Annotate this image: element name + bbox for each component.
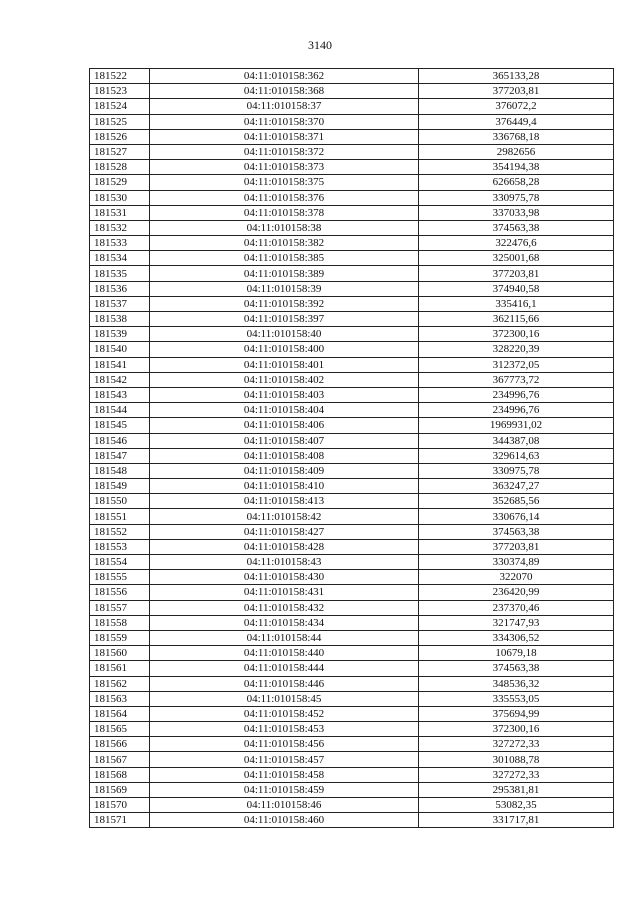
table-row bbox=[90, 190, 614, 205]
table-row bbox=[90, 706, 614, 721]
row-number-cell: 181541 bbox=[90, 357, 150, 372]
value-cell: 325001,68 bbox=[419, 251, 614, 266]
row-number-cell: 181561 bbox=[90, 661, 150, 676]
value-cell: 363247,27 bbox=[419, 479, 614, 494]
cadastral-number-cell: 04:11:010158:408 bbox=[150, 448, 419, 463]
value-cell: 335553,05 bbox=[419, 691, 614, 706]
table-row bbox=[90, 433, 614, 448]
row-number-cell: 181560 bbox=[90, 646, 150, 661]
row-number-cell: 181568 bbox=[90, 767, 150, 782]
row-number-cell: 181545 bbox=[90, 418, 150, 433]
value-cell: 354194,38 bbox=[419, 160, 614, 175]
table-row bbox=[90, 767, 614, 782]
cadastral-number-cell: 04:11:010158:389 bbox=[150, 266, 419, 281]
value-cell: 377203,81 bbox=[419, 539, 614, 554]
value-cell: 301088,78 bbox=[419, 752, 614, 767]
value-cell: 377203,81 bbox=[419, 84, 614, 99]
registry-table bbox=[89, 68, 614, 828]
value-cell: 10679,18 bbox=[419, 646, 614, 661]
value-cell: 234996,76 bbox=[419, 387, 614, 402]
row-number-cell: 181535 bbox=[90, 266, 150, 281]
row-number-cell: 181565 bbox=[90, 722, 150, 737]
cadastral-number-cell: 04:11:010158:440 bbox=[150, 646, 419, 661]
table-row bbox=[90, 129, 614, 144]
value-cell: 374563,38 bbox=[419, 524, 614, 539]
value-cell: 336768,18 bbox=[419, 129, 614, 144]
table-row bbox=[90, 357, 614, 372]
value-cell: 372300,16 bbox=[419, 327, 614, 342]
value-cell: 352685,56 bbox=[419, 494, 614, 509]
table-row bbox=[90, 296, 614, 311]
table-row bbox=[90, 69, 614, 84]
row-number-cell: 181525 bbox=[90, 114, 150, 129]
cadastral-number-cell: 04:11:010158:446 bbox=[150, 676, 419, 691]
row-number-cell: 181553 bbox=[90, 539, 150, 554]
value-cell: 330374,89 bbox=[419, 555, 614, 570]
row-number-cell: 181559 bbox=[90, 630, 150, 645]
table-row bbox=[90, 570, 614, 585]
cadastral-number-cell: 04:11:010158:457 bbox=[150, 752, 419, 767]
cadastral-number-cell: 04:11:010158:402 bbox=[150, 372, 419, 387]
value-cell: 375694,99 bbox=[419, 706, 614, 721]
value-cell: 322476,6 bbox=[419, 236, 614, 251]
cadastral-number-cell: 04:11:010158:362 bbox=[150, 69, 419, 84]
value-cell: 53082,35 bbox=[419, 798, 614, 813]
row-number-cell: 181529 bbox=[90, 175, 150, 190]
row-number-cell: 181549 bbox=[90, 479, 150, 494]
cadastral-number-cell: 04:11:010158:434 bbox=[150, 615, 419, 630]
cadastral-number-cell: 04:11:010158:378 bbox=[150, 205, 419, 220]
value-cell: 362115,66 bbox=[419, 312, 614, 327]
row-number-cell: 181527 bbox=[90, 144, 150, 159]
cadastral-number-cell: 04:11:010158:45 bbox=[150, 691, 419, 706]
row-number-cell: 181558 bbox=[90, 615, 150, 630]
cadastral-number-cell: 04:11:010158:452 bbox=[150, 706, 419, 721]
row-number-cell: 181571 bbox=[90, 813, 150, 828]
cadastral-number-cell: 04:11:010158:410 bbox=[150, 479, 419, 494]
value-cell: 328220,39 bbox=[419, 342, 614, 357]
registry-table-body bbox=[90, 69, 614, 828]
value-cell: 334306,52 bbox=[419, 630, 614, 645]
value-cell: 377203,81 bbox=[419, 266, 614, 281]
cadastral-number-cell: 04:11:010158:459 bbox=[150, 782, 419, 797]
value-cell: 348536,32 bbox=[419, 676, 614, 691]
row-number-cell: 181542 bbox=[90, 372, 150, 387]
table-row bbox=[90, 752, 614, 767]
row-number-cell: 181546 bbox=[90, 433, 150, 448]
value-cell: 327272,33 bbox=[419, 767, 614, 782]
table-row bbox=[90, 524, 614, 539]
value-cell: 236420,99 bbox=[419, 585, 614, 600]
table-row bbox=[90, 691, 614, 706]
cadastral-number-cell: 04:11:010158:404 bbox=[150, 403, 419, 418]
row-number-cell: 181554 bbox=[90, 555, 150, 570]
row-number-cell: 181551 bbox=[90, 509, 150, 524]
table-row bbox=[90, 144, 614, 159]
row-number-cell: 181531 bbox=[90, 205, 150, 220]
cadastral-number-cell: 04:11:010158:397 bbox=[150, 312, 419, 327]
value-cell: 372300,16 bbox=[419, 722, 614, 737]
value-cell: 1969931,02 bbox=[419, 418, 614, 433]
table-row bbox=[90, 448, 614, 463]
value-cell: 321747,93 bbox=[419, 615, 614, 630]
value-cell: 626658,28 bbox=[419, 175, 614, 190]
row-number-cell: 181544 bbox=[90, 403, 150, 418]
table-row bbox=[90, 387, 614, 402]
table-row bbox=[90, 600, 614, 615]
table-row bbox=[90, 220, 614, 235]
value-cell: 237370,46 bbox=[419, 600, 614, 615]
table-row bbox=[90, 722, 614, 737]
table-row bbox=[90, 327, 614, 342]
cadastral-number-cell: 04:11:010158:371 bbox=[150, 129, 419, 144]
cadastral-number-cell: 04:11:010158:403 bbox=[150, 387, 419, 402]
cadastral-number-cell: 04:11:010158:40 bbox=[150, 327, 419, 342]
row-number-cell: 181557 bbox=[90, 600, 150, 615]
value-cell: 331717,81 bbox=[419, 813, 614, 828]
cadastral-number-cell: 04:11:010158:430 bbox=[150, 570, 419, 585]
table-row bbox=[90, 205, 614, 220]
cadastral-number-cell: 04:11:010158:376 bbox=[150, 190, 419, 205]
row-number-cell: 181532 bbox=[90, 220, 150, 235]
table-row bbox=[90, 585, 614, 600]
row-number-cell: 181569 bbox=[90, 782, 150, 797]
cadastral-number-cell: 04:11:010158:409 bbox=[150, 463, 419, 478]
row-number-cell: 181528 bbox=[90, 160, 150, 175]
row-number-cell: 181543 bbox=[90, 387, 150, 402]
cadastral-number-cell: 04:11:010158:375 bbox=[150, 175, 419, 190]
row-number-cell: 181526 bbox=[90, 129, 150, 144]
cadastral-number-cell: 04:11:010158:39 bbox=[150, 281, 419, 296]
cadastral-number-cell: 04:11:010158:453 bbox=[150, 722, 419, 737]
table-row bbox=[90, 403, 614, 418]
table-row bbox=[90, 646, 614, 661]
value-cell: 344387,08 bbox=[419, 433, 614, 448]
table-row bbox=[90, 342, 614, 357]
cadastral-number-cell: 04:11:010158:368 bbox=[150, 84, 419, 99]
cadastral-number-cell: 04:11:010158:431 bbox=[150, 585, 419, 600]
table-row bbox=[90, 266, 614, 281]
cadastral-number-cell: 04:11:010158:373 bbox=[150, 160, 419, 175]
value-cell: 322070 bbox=[419, 570, 614, 585]
cadastral-number-cell: 04:11:010158:38 bbox=[150, 220, 419, 235]
row-number-cell: 181534 bbox=[90, 251, 150, 266]
table-row bbox=[90, 615, 614, 630]
row-number-cell: 181537 bbox=[90, 296, 150, 311]
value-cell: 330676,14 bbox=[419, 509, 614, 524]
cadastral-number-cell: 04:11:010158:382 bbox=[150, 236, 419, 251]
cadastral-number-cell: 04:11:010158:401 bbox=[150, 357, 419, 372]
cadastral-number-cell: 04:11:010158:385 bbox=[150, 251, 419, 266]
cadastral-number-cell: 04:11:010158:406 bbox=[150, 418, 419, 433]
table-row bbox=[90, 114, 614, 129]
table-row bbox=[90, 175, 614, 190]
table-row bbox=[90, 630, 614, 645]
cadastral-number-cell: 04:11:010158:428 bbox=[150, 539, 419, 554]
value-cell: 330975,78 bbox=[419, 190, 614, 205]
cadastral-number-cell: 04:11:010158:44 bbox=[150, 630, 419, 645]
row-number-cell: 181538 bbox=[90, 312, 150, 327]
row-number-cell: 181562 bbox=[90, 676, 150, 691]
table-row bbox=[90, 494, 614, 509]
row-number-cell: 181556 bbox=[90, 585, 150, 600]
table-row bbox=[90, 463, 614, 478]
row-number-cell: 181547 bbox=[90, 448, 150, 463]
cadastral-number-cell: 04:11:010158:372 bbox=[150, 144, 419, 159]
table-row bbox=[90, 160, 614, 175]
value-cell: 330975,78 bbox=[419, 463, 614, 478]
value-cell: 295381,81 bbox=[419, 782, 614, 797]
table-row bbox=[90, 418, 614, 433]
row-number-cell: 181539 bbox=[90, 327, 150, 342]
cadastral-number-cell: 04:11:010158:444 bbox=[150, 661, 419, 676]
table-row bbox=[90, 84, 614, 99]
table-row bbox=[90, 737, 614, 752]
cadastral-number-cell: 04:11:010158:458 bbox=[150, 767, 419, 782]
cadastral-number-cell: 04:11:010158:432 bbox=[150, 600, 419, 615]
row-number-cell: 181567 bbox=[90, 752, 150, 767]
table-row bbox=[90, 312, 614, 327]
table-row bbox=[90, 813, 614, 828]
table-row bbox=[90, 251, 614, 266]
table-row bbox=[90, 99, 614, 114]
row-number-cell: 181536 bbox=[90, 281, 150, 296]
cadastral-number-cell: 04:11:010158:37 bbox=[150, 99, 419, 114]
cadastral-number-cell: 04:11:010158:460 bbox=[150, 813, 419, 828]
cadastral-number-cell: 04:11:010158:407 bbox=[150, 433, 419, 448]
value-cell: 365133,28 bbox=[419, 69, 614, 84]
value-cell: 376449,4 bbox=[419, 114, 614, 129]
value-cell: 337033,98 bbox=[419, 205, 614, 220]
table-row bbox=[90, 372, 614, 387]
cadastral-number-cell: 04:11:010158:46 bbox=[150, 798, 419, 813]
cadastral-number-cell: 04:11:010158:42 bbox=[150, 509, 419, 524]
value-cell: 374563,38 bbox=[419, 220, 614, 235]
row-number-cell: 181522 bbox=[90, 69, 150, 84]
cadastral-number-cell: 04:11:010158:413 bbox=[150, 494, 419, 509]
row-number-cell: 181523 bbox=[90, 84, 150, 99]
row-number-cell: 181563 bbox=[90, 691, 150, 706]
row-number-cell: 181564 bbox=[90, 706, 150, 721]
row-number-cell: 181540 bbox=[90, 342, 150, 357]
cadastral-number-cell: 04:11:010158:427 bbox=[150, 524, 419, 539]
value-cell: 367773,72 bbox=[419, 372, 614, 387]
table-row bbox=[90, 782, 614, 797]
table-row bbox=[90, 281, 614, 296]
row-number-cell: 181548 bbox=[90, 463, 150, 478]
table-row bbox=[90, 798, 614, 813]
cadastral-number-cell: 04:11:010158:456 bbox=[150, 737, 419, 752]
row-number-cell: 181530 bbox=[90, 190, 150, 205]
value-cell: 335416,1 bbox=[419, 296, 614, 311]
table-row bbox=[90, 555, 614, 570]
table-row bbox=[90, 676, 614, 691]
value-cell: 327272,33 bbox=[419, 737, 614, 752]
row-number-cell: 181566 bbox=[90, 737, 150, 752]
row-number-cell: 181570 bbox=[90, 798, 150, 813]
row-number-cell: 181552 bbox=[90, 524, 150, 539]
cadastral-number-cell: 04:11:010158:370 bbox=[150, 114, 419, 129]
value-cell: 2982656 bbox=[419, 144, 614, 159]
value-cell: 374940,58 bbox=[419, 281, 614, 296]
table-row bbox=[90, 661, 614, 676]
cadastral-number-cell: 04:11:010158:392 bbox=[150, 296, 419, 311]
value-cell: 312372,05 bbox=[419, 357, 614, 372]
value-cell: 374563,38 bbox=[419, 661, 614, 676]
cadastral-number-cell: 04:11:010158:400 bbox=[150, 342, 419, 357]
value-cell: 329614,63 bbox=[419, 448, 614, 463]
row-number-cell: 181555 bbox=[90, 570, 150, 585]
row-number-cell: 181533 bbox=[90, 236, 150, 251]
row-number-cell: 181550 bbox=[90, 494, 150, 509]
value-cell: 234996,76 bbox=[419, 403, 614, 418]
cadastral-number-cell: 04:11:010158:43 bbox=[150, 555, 419, 570]
table-row bbox=[90, 539, 614, 554]
row-number-cell: 181524 bbox=[90, 99, 150, 114]
table-row bbox=[90, 479, 614, 494]
page-number: 3140 bbox=[308, 38, 332, 52]
value-cell: 376072,2 bbox=[419, 99, 614, 114]
table-row bbox=[90, 236, 614, 251]
table-row bbox=[90, 509, 614, 524]
